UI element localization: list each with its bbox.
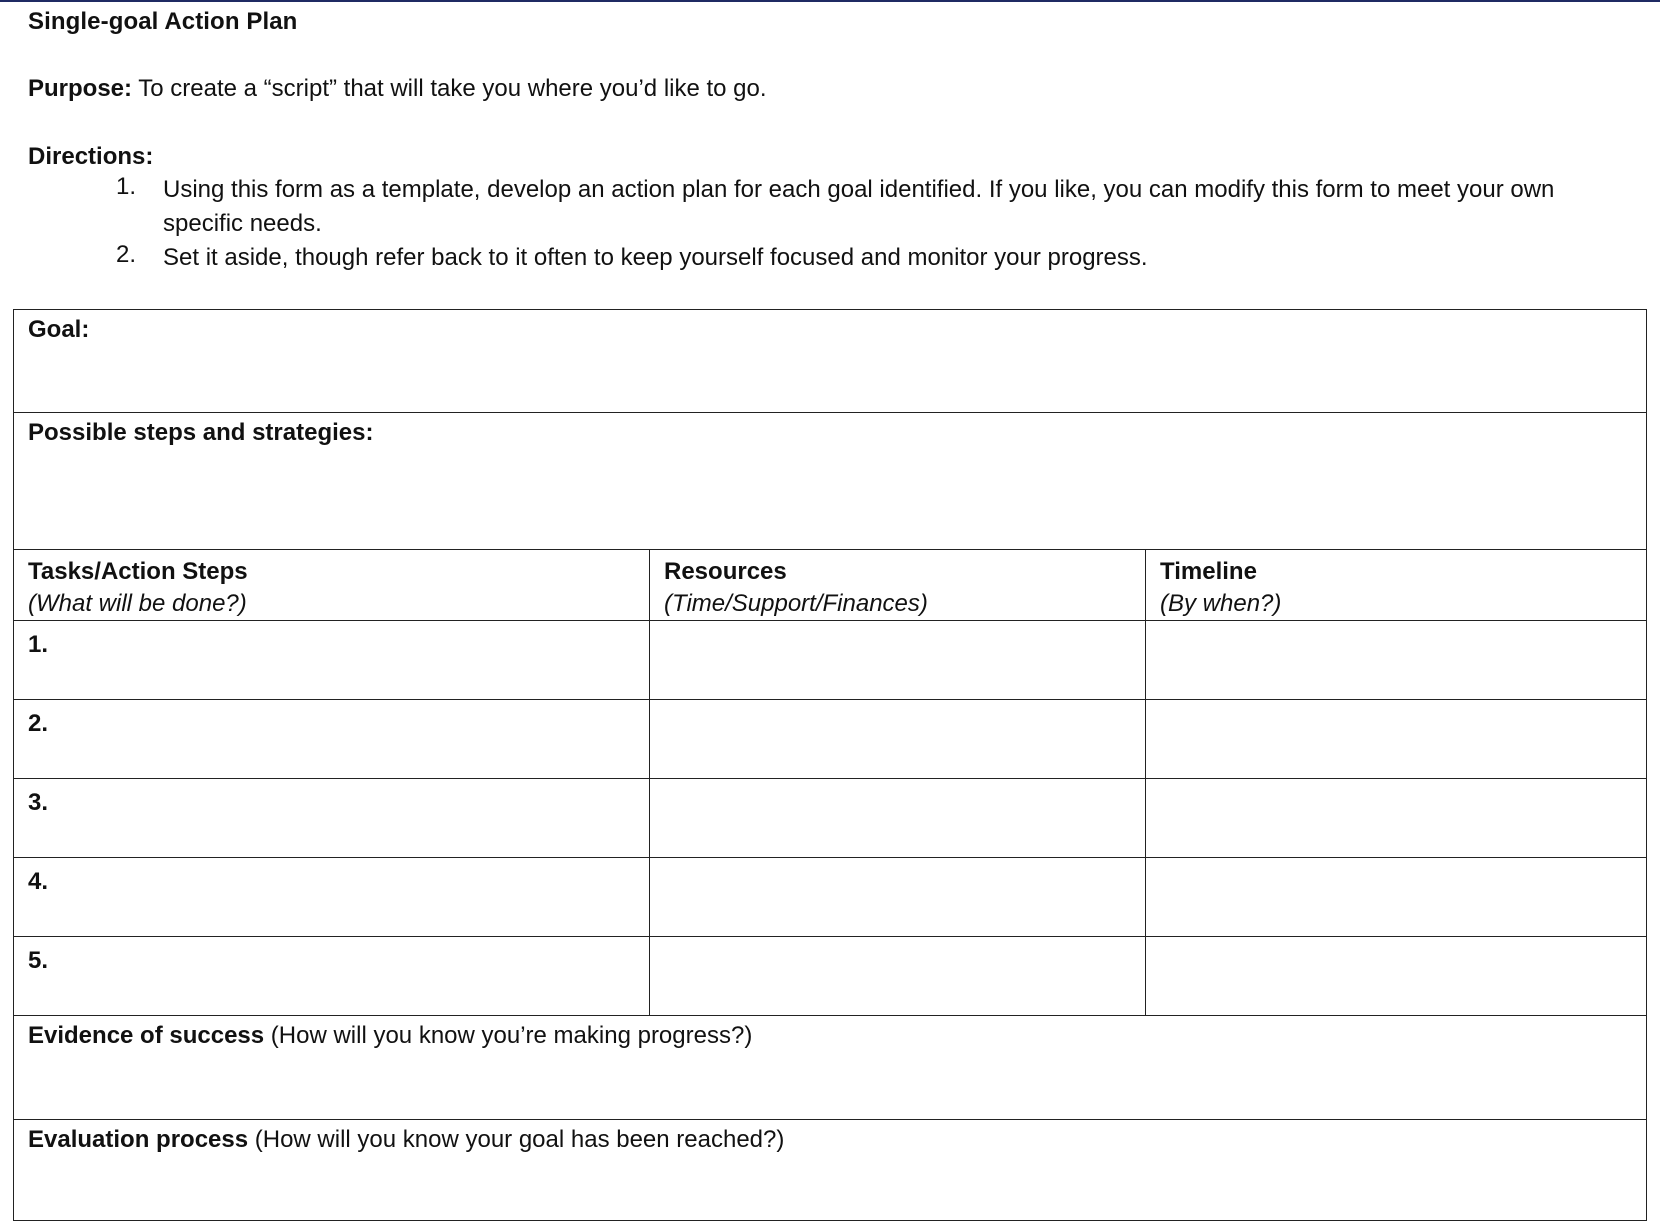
timeline-header-subtitle: (By when?): [1160, 590, 1282, 617]
timeline-cell[interactable]: [1146, 937, 1647, 1016]
direction-item-2: [163, 241, 1148, 275]
task-number: 5.: [28, 947, 49, 974]
direction-1-line-2: specific needs.: [163, 210, 322, 237]
evaluation-row: [14, 1120, 1647, 1221]
tasks-header-subtitle: (What will be done?): [28, 590, 247, 617]
evidence-label: Evidence of success: [28, 1022, 265, 1049]
resources-header-subtitle: (Time/Support/Finances): [664, 590, 928, 617]
task-cell[interactable]: [14, 779, 650, 858]
task-number: 2.: [28, 710, 49, 737]
task-number: 1.: [28, 631, 49, 658]
column-header-timeline: [1146, 550, 1647, 621]
direction-number-1: 1.: [116, 173, 137, 200]
purpose-text: To create a “script” that will take you where you’d like to go.: [132, 75, 767, 102]
column-header-tasks: [14, 550, 650, 621]
top-border-line: [0, 0, 1660, 2]
resources-cell[interactable]: [650, 937, 1146, 1016]
task-row: [14, 700, 1647, 779]
column-header-row: [14, 550, 1647, 621]
action-plan-form: [13, 309, 1647, 1221]
evaluation-hint: (How will you know your goal has been reached?): [248, 1126, 785, 1153]
task-row: [14, 779, 1647, 858]
task-number: 3.: [28, 789, 49, 816]
task-number: 4.: [28, 868, 49, 895]
resources-cell[interactable]: [650, 700, 1146, 779]
task-cell[interactable]: [14, 621, 650, 700]
goal-label: Goal:: [28, 316, 90, 343]
task-row: [14, 621, 1647, 700]
resources-cell[interactable]: [650, 779, 1146, 858]
purpose-label: Purpose:: [28, 75, 133, 102]
task-cell[interactable]: [14, 858, 650, 937]
evidence-hint: (How will you know you’re making progress?): [264, 1022, 753, 1049]
task-cell[interactable]: [14, 937, 650, 1016]
timeline-cell[interactable]: [1146, 858, 1647, 937]
tasks-header-title: Tasks/Action Steps: [28, 558, 248, 585]
task-row: [14, 937, 1647, 1016]
evidence-cell[interactable]: [14, 1016, 1647, 1120]
steps-label: Possible steps and strategies:: [28, 419, 374, 446]
direction-2-line-1: Set it aside, though refer back to it often to keep yourself focused and monitor your progress.: [163, 244, 1148, 271]
timeline-cell[interactable]: [1146, 700, 1647, 779]
purpose-line: [28, 75, 767, 103]
direction-1-line-1: Using this form as a template, develop an action plan for each goal identified. If you like, you can modify this form to meet your own: [163, 176, 1555, 203]
direction-number-2: 2.: [116, 241, 137, 268]
evaluation-cell[interactable]: [14, 1120, 1647, 1221]
direction-item-1: [163, 173, 1554, 241]
goal-cell[interactable]: [14, 310, 1647, 413]
goal-row: [14, 310, 1647, 413]
evaluation-label: Evaluation process: [28, 1126, 249, 1153]
timeline-cell[interactable]: [1146, 621, 1647, 700]
task-row: [14, 858, 1647, 937]
evidence-row: [14, 1016, 1647, 1120]
steps-row: [14, 413, 1647, 550]
resources-cell[interactable]: [650, 858, 1146, 937]
steps-cell[interactable]: [14, 413, 1647, 550]
column-header-resources: [650, 550, 1146, 621]
directions-label: Directions:: [28, 143, 154, 170]
resources-header-title: Resources: [664, 558, 787, 585]
task-cell[interactable]: [14, 700, 650, 779]
document-title: Single-goal Action Plan: [28, 8, 298, 35]
timeline-cell[interactable]: [1146, 779, 1647, 858]
timeline-header-title: Timeline: [1160, 558, 1257, 585]
resources-cell[interactable]: [650, 621, 1146, 700]
